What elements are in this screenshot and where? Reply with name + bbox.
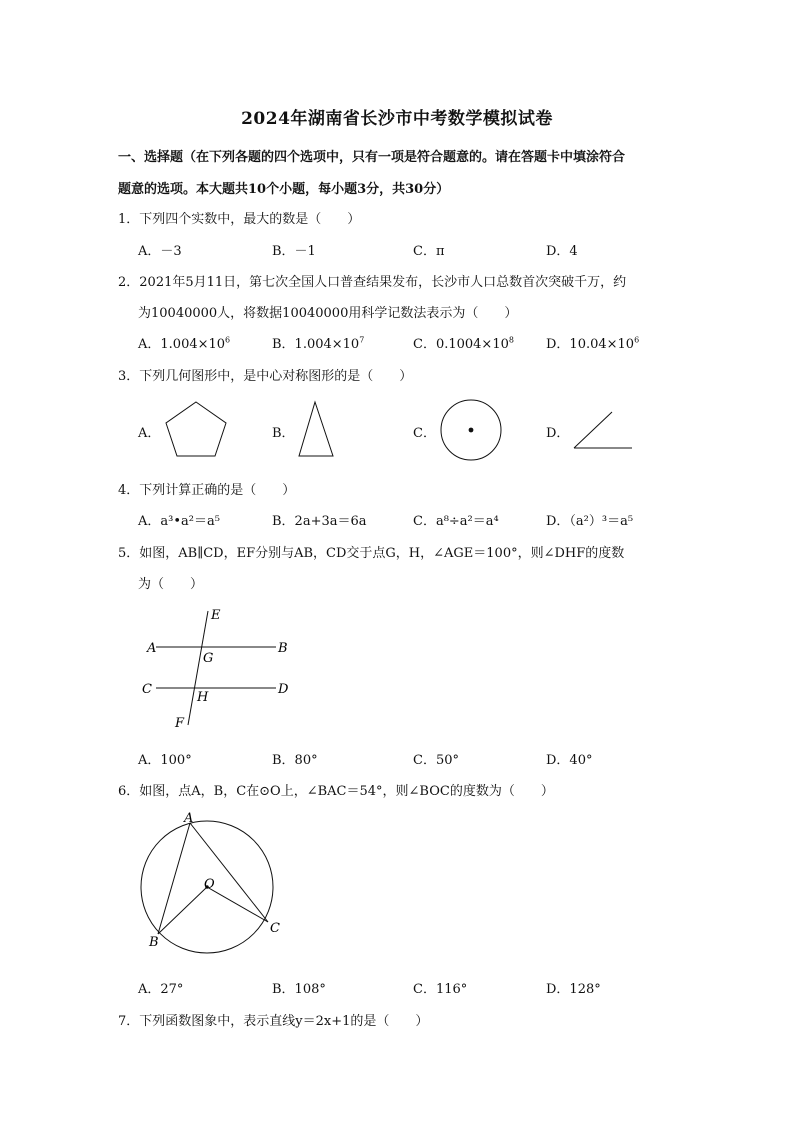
q3-option-d: D． (546, 426, 570, 441)
label-b: B (278, 641, 288, 656)
label-h: H (197, 690, 209, 705)
q3-option-b: B． (272, 426, 295, 441)
parallel-lines-figure (138, 603, 298, 733)
circle-with-center-figure (438, 397, 504, 463)
page-title: 2024年湖南省长沙市中考数学模拟试卷 (241, 109, 553, 129)
label-o-center: O (204, 877, 215, 892)
question-2-stem: 2．2021年5月11日，第七次全国人口普查结果发布，长沙市人口总数首次突破千万，约 (118, 275, 627, 290)
label-a: A (147, 641, 157, 656)
label-a-point: A (184, 811, 194, 826)
q4-option-d: D．（a²）³＝a⁵ (546, 514, 634, 529)
section-heading-line1: 一、选择题（在下列各题的四个选项中，只有一项是符合题意的。请在答题卡中填涂符合 (118, 150, 626, 165)
question-1-stem: 1．下列四个实数中，最大的数是（ ） (118, 212, 361, 227)
q1-option-b: B．－1 (272, 244, 316, 259)
q2-option-d: D．$10.04\times 10^6$ (546, 335, 640, 352)
label-c: C (142, 682, 152, 697)
label-e: E (211, 608, 221, 623)
question-7-stem: 7．下列函数图象中，表示直线y＝2x+1的是（ ） (118, 1014, 429, 1029)
q3-option-c: C． (413, 426, 436, 441)
label-g: G (203, 651, 214, 666)
question-6-stem: 6．如图，点A，B，C在⊙O上，∠BAC＝54°，则∠BOC的度数为（ ） (118, 784, 554, 799)
q5-option-a: A．100° (138, 753, 192, 768)
circle-inscribed-angle-figure (136, 810, 296, 958)
q5-option-b: B．80° (272, 753, 318, 768)
question-2-stem-cont: 为10040000人，将数据10040000用科学记数法表示为（ ） (138, 306, 518, 321)
q6-option-a: A．27° (138, 982, 184, 997)
q6-option-c: C．116° (413, 982, 468, 997)
q5-option-d: D．40° (546, 753, 593, 768)
label-c-point: C (270, 921, 280, 936)
question-4-stem: 4．下列计算正确的是（ ） (118, 483, 296, 498)
pentagon-figure (160, 398, 232, 460)
question-3-stem: 3．下列几何图形中，是中心对称图形的是（ ） (118, 369, 413, 384)
q4-option-c: C．a⁸÷a²＝a⁴ (413, 514, 499, 529)
q5-option-c: C．50° (413, 753, 459, 768)
q2-option-c: C．$0.1004\times 10^8$ (413, 335, 514, 352)
q2-option-a: A．$1.004\times 10^6$ (138, 335, 231, 352)
q4-option-b: B．2a+3a＝6a (272, 514, 367, 529)
q3-option-a: A． (138, 426, 161, 441)
q4-option-a: A．a³•a²＝a⁵ (138, 514, 220, 529)
triangle-figure (296, 398, 342, 460)
section-heading-line2: 题意的选项。本大题共10个小题，每小题3分，共30分） (118, 182, 450, 197)
q2-option-b: B．$1.004\times 10^7$ (272, 335, 365, 352)
label-d: D (278, 682, 289, 697)
q6-option-b: B．108° (272, 982, 326, 997)
label-b-point: B (149, 935, 159, 950)
question-5-stem: 5．如图，AB∥CD，EF分别与AB，CD交于点G，H，∠AGE＝100°，则∠DHF的度数 (118, 546, 625, 561)
question-5-stem-cont: 为（ ） (138, 577, 204, 592)
angle-figure (570, 406, 638, 454)
q1-option-d: D．4 (546, 244, 578, 259)
q1-option-c: C．π (413, 244, 445, 259)
q6-option-d: D．128° (546, 982, 601, 997)
label-f: F (175, 716, 185, 731)
q1-option-a: A．－3 (138, 244, 182, 259)
